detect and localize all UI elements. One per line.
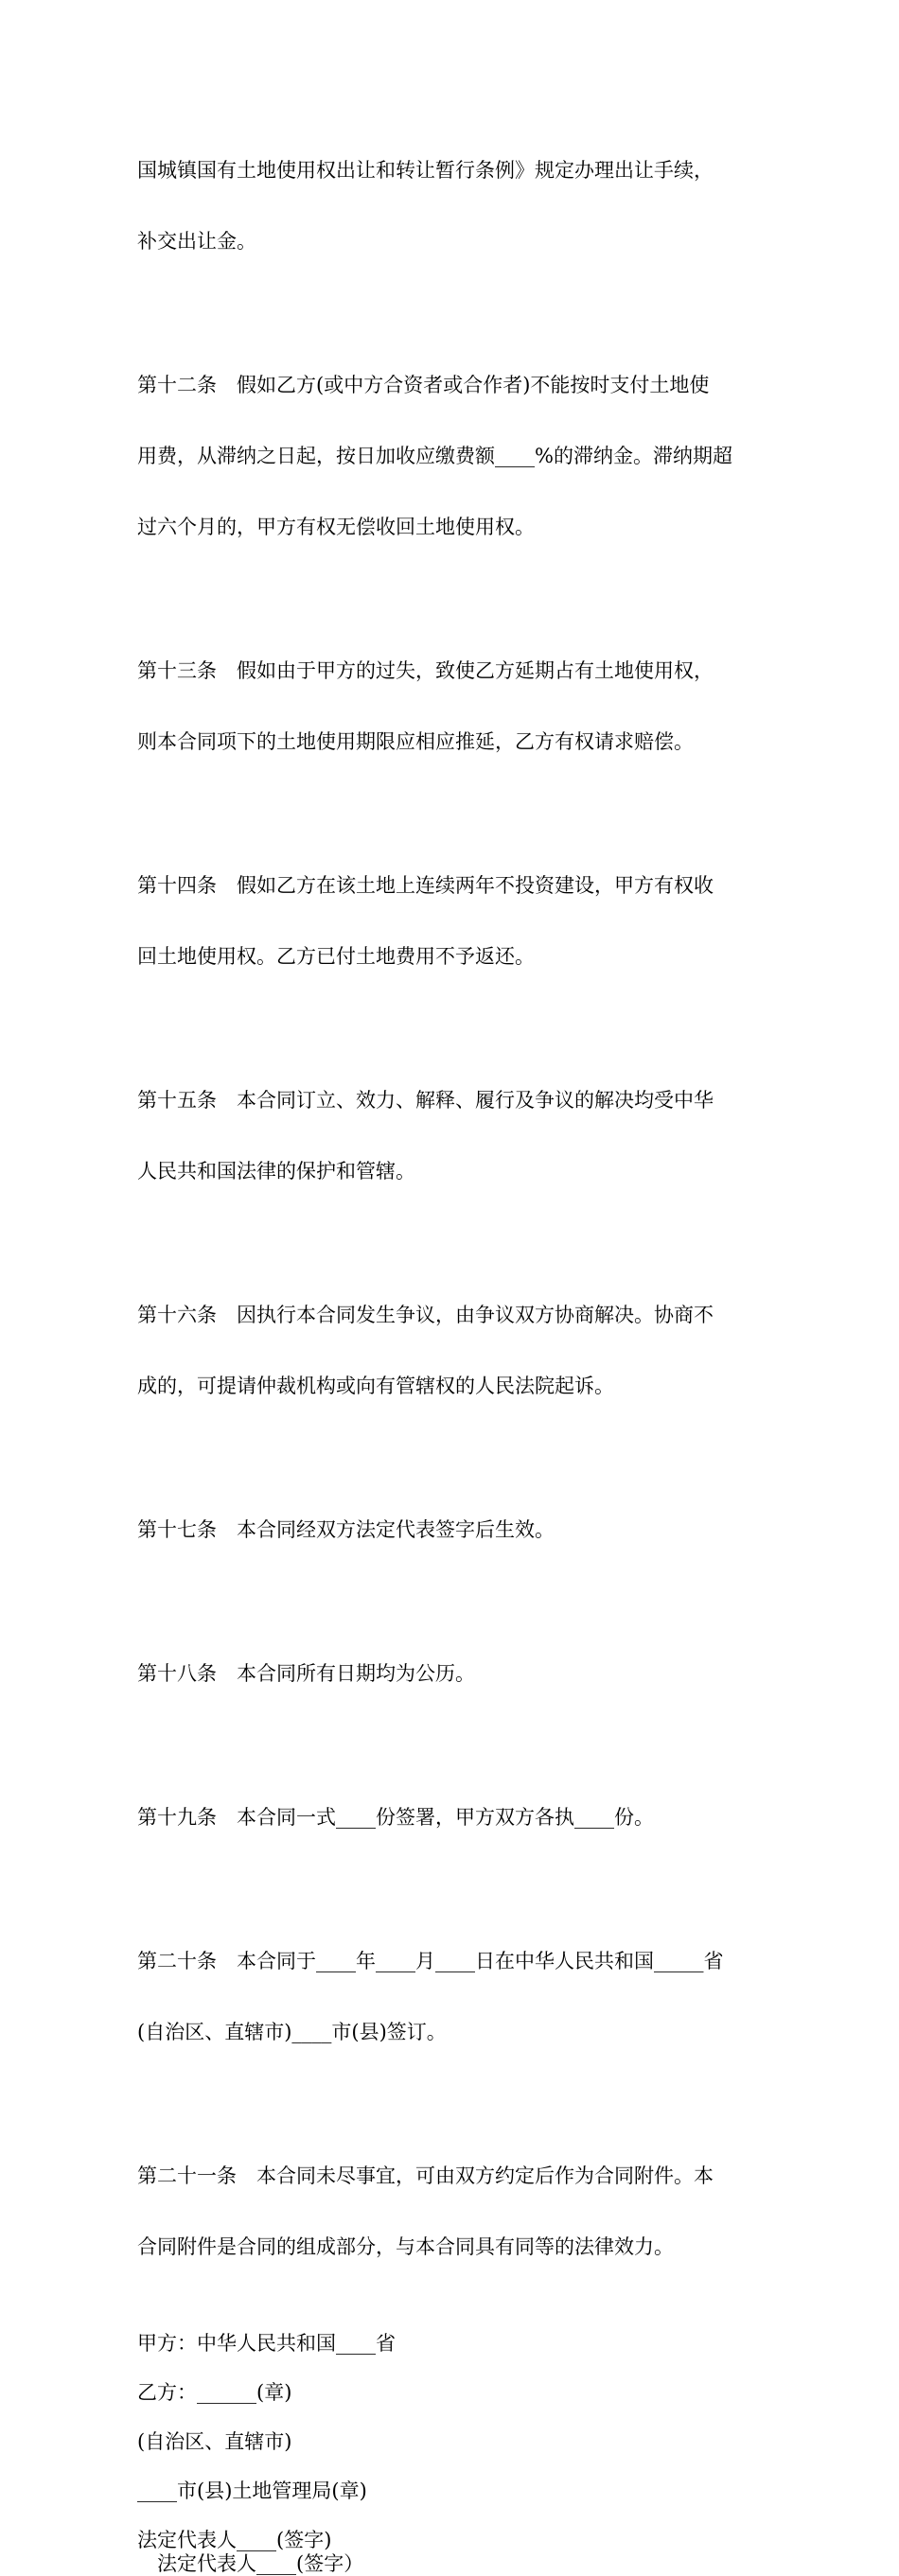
text-line: 第十七条 本合同经双方法定代表签字后生效。 [137, 1518, 555, 1541]
clause-17 [137, 1471, 766, 1589]
text-line: 国城镇国有土地使用权出让和转让暂行条例》规定办理出让手续， [137, 159, 714, 182]
land-bureau-line: ____市(县)土地管理局(章) [137, 2480, 367, 2502]
text-line: 补交出让金。 [137, 230, 256, 253]
clause-15 [137, 1042, 766, 1231]
clause-continuation [137, 112, 766, 301]
text-line: 则本合同项下的土地使用期限应相应推延，乙方有权请求赔偿。 [137, 730, 694, 753]
text-line: 第十二条 假如乙方(或中方合资者或合作者)不能按时支付土地使 [137, 374, 710, 396]
text-line: 人民共和国法律的保护和管辖。 [137, 1160, 415, 1183]
clause-14 [137, 827, 766, 1016]
text-line: 合同附件是合同的组成部分，与本合同具有同等的法律效力。 [137, 2235, 674, 2258]
party-b-signature: 乙方：______(章) [137, 2381, 292, 2404]
text-line: 第二十一条 本合同未尽事宜，可由双方约定后作为合同附件。本 [137, 2164, 714, 2187]
text-line: 过六个月的，甲方有权无偿收回土地使用权。 [137, 516, 535, 538]
text-line: 成的，可提请仲裁机构或向有管辖权的人民法院起诉。 [137, 1375, 614, 1397]
clause-20 [137, 1902, 766, 2092]
text-line: (自治区、直辖市)____市(县)签订。 [137, 2021, 447, 2043]
clause-16 [137, 1256, 766, 1446]
region-line: (自治区、直辖市) [137, 2430, 292, 2453]
text-line: 第十三条 假如由于甲方的过失，致使乙方延期占有土地使用权， [137, 659, 714, 682]
text-line: 第十九条 本合同一式____份签署，甲方双方各执____份。 [137, 1806, 654, 1829]
text-line: 第十六条 因执行本合同发生争议，由争议双方协商解决。协商不 [137, 1304, 714, 1326]
clause-18 [137, 1615, 766, 1733]
text-line: 回土地使用权。乙方已付土地费用不予返还。 [137, 945, 535, 968]
clause-13 [137, 612, 766, 801]
text-line: 第二十条 本合同于____年____月____日在中华人民共和国_____省 [137, 1950, 724, 1972]
party-a-signature: 甲方：中华人民共和国____省 [137, 2332, 396, 2355]
text-line: 用费，从滞纳之日起，按日加收应缴费额____%的滞纳金。滞纳期超 [137, 445, 732, 467]
document-page [137, 112, 766, 2576]
text-line: 第十四条 假如乙方在该土地上连续两年不投资建设，甲方有权收 [137, 874, 714, 897]
legal-rep-b: 法定代表人____(签字） [137, 2552, 364, 2575]
legal-rep-a: 法定代表人____(签字) [137, 2529, 332, 2551]
clause-19 [137, 1759, 766, 1877]
clause-21 [137, 2117, 766, 2306]
text-line: 第十八条 本合同所有日期均为公历。 [137, 1662, 475, 1685]
text-line: 第十五条 本合同订立、效力、解释、履行及争议的解决均受中华 [137, 1089, 714, 1112]
clause-12 [137, 326, 766, 587]
